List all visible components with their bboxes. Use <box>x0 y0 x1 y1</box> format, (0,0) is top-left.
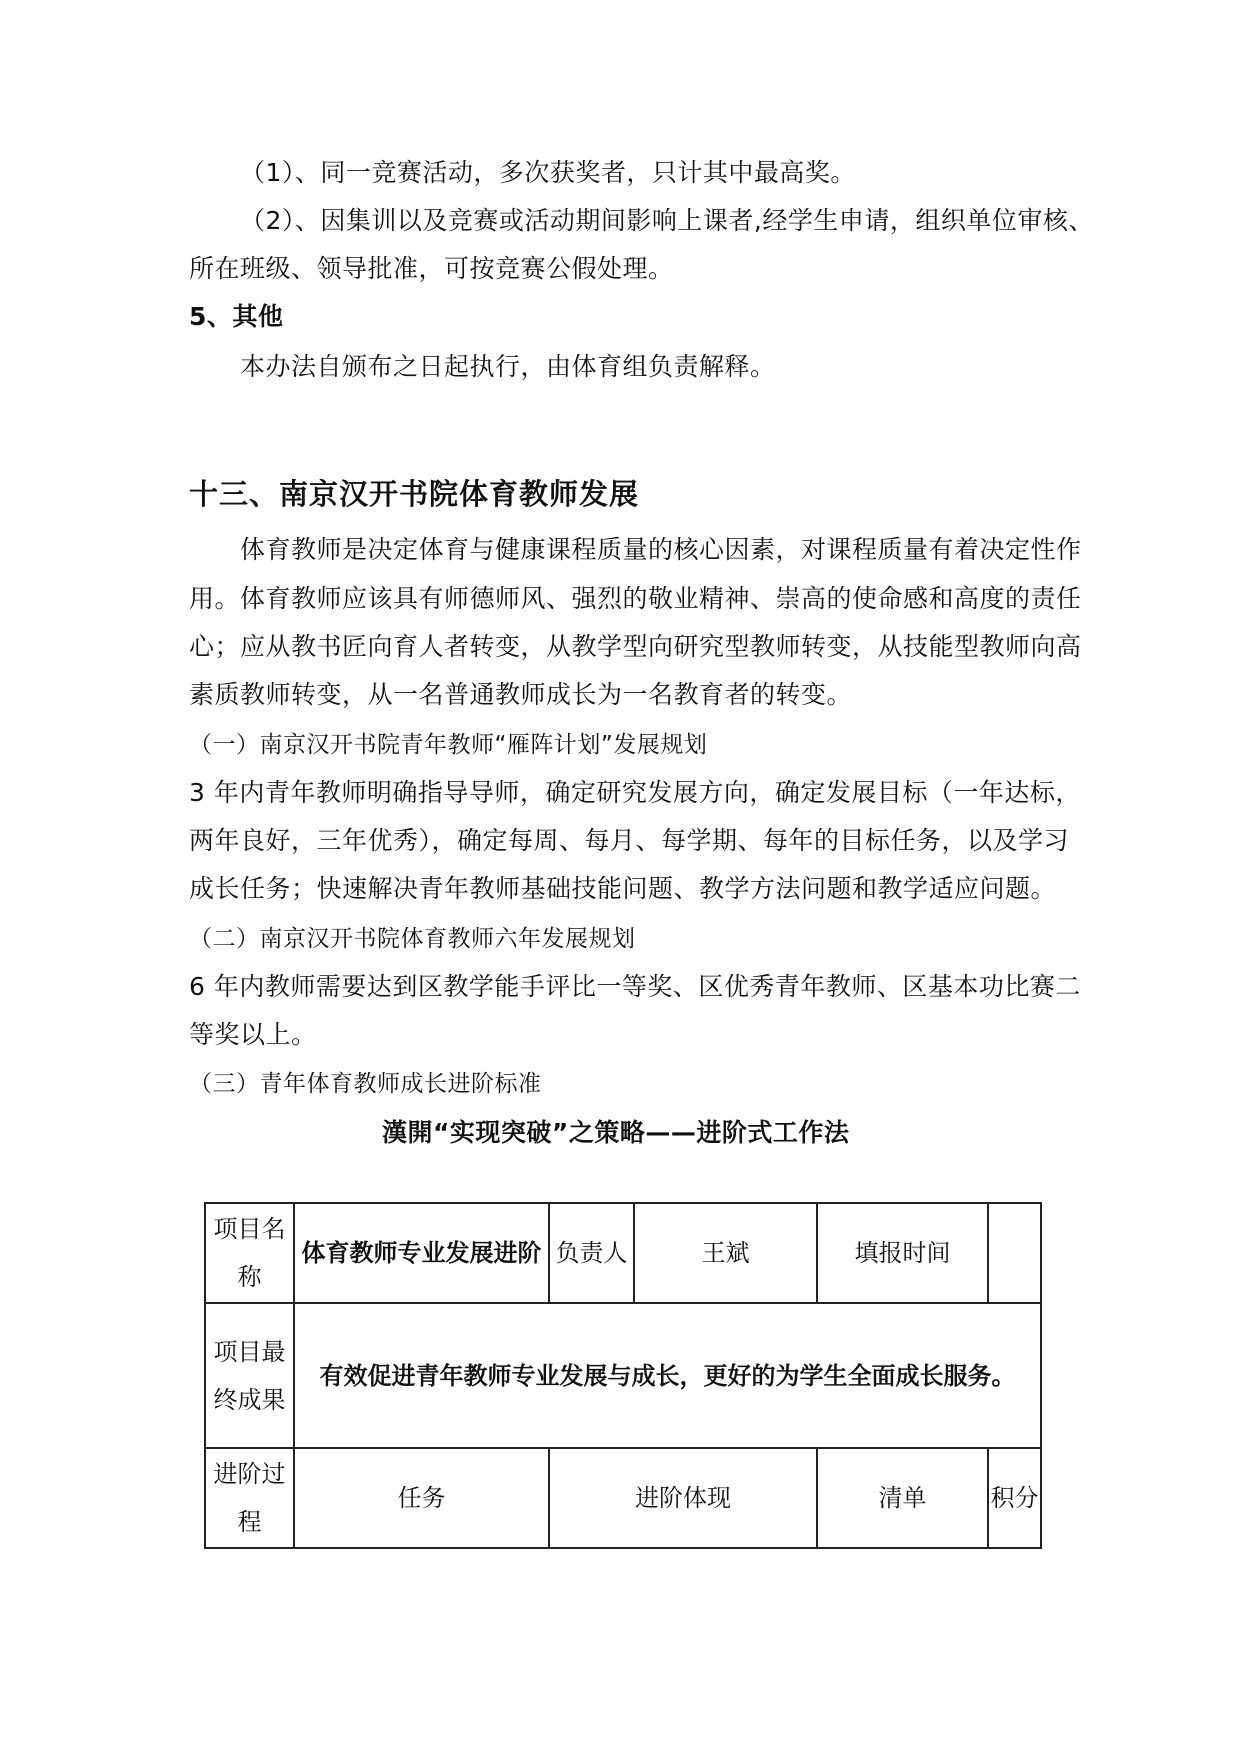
subsection-3-heading: （三）青年体育教师成长进阶标准 <box>189 1071 542 1097</box>
cell-owner: 王斌 <box>634 1203 817 1303</box>
chapter-heading: 十三、南京汉开书院体育教师发展 <box>189 477 640 511</box>
para-award-2: （2）、因集训以及竞赛或活动期间影响上课者,经学生申请，组织单位审核、 <box>240 206 1094 235</box>
para-plan-2b: 等奖以上。 <box>189 1020 317 1049</box>
para-award-2-cont: 所在班级、领导批准，可按竞赛公假处理。 <box>189 254 674 283</box>
subsection-1-heading: （一）南京汉开书院青年教师“雁阵计划”发展规划 <box>189 732 708 758</box>
cell-fill-time-label: 填报时间 <box>817 1203 988 1303</box>
cell-project-name: 体育教师专业发展进阶 <box>294 1203 549 1303</box>
table-row <box>205 1448 1041 1548</box>
para-intro-3: 心；应从教书匠向育人者转变，从教学型向研究型教师转变，从技能型教师向高 <box>189 632 1082 661</box>
para-intro-1: 体育教师是决定体育与健康课程质量的核心因素，对课程质量有着决定性作 <box>240 535 1082 564</box>
subsection-2-heading: （二）南京汉开书院体育教师六年发展规划 <box>189 926 636 952</box>
para-intro-4: 素质教师转变，从一名普通教师成长为一名教育者的转变。 <box>189 680 853 709</box>
table-row <box>205 1303 1041 1448</box>
table-row <box>205 1203 1041 1303</box>
para-plan-1c: 成长任务；快速解决青年教师基础技能问题、教学方法问题和教学适应问题。 <box>189 874 1057 903</box>
para-other: 本办法自颁布之日起执行，由体育组负责解释。 <box>240 352 776 381</box>
para-plan-1a: 3 年内青年教师明确指导导师，确定研究发展方向，确定发展目标（一年达标， <box>189 778 1081 807</box>
para-award-1: （1）、同一竞赛活动，多次获奖者，只计其中最高奖。 <box>240 158 856 187</box>
cell-fill-time <box>988 1203 1041 1303</box>
table-title: 漢開“实现突破”之策略——进阶式工作法 <box>382 1118 850 1147</box>
cell-outcome-label: 项目最终成果 <box>205 1303 294 1448</box>
cell-reflect-header: 进阶体现 <box>549 1448 817 1548</box>
para-intro-2: 用。体育教师应该具有师德师风、强烈的敬业精神、崇高的使命感和高度的责任 <box>189 584 1082 613</box>
para-plan-2a: 6 年内教师需要达到区教学能手评比一等奖、区优秀青年教师、区基本功比赛二 <box>189 972 1081 1001</box>
cell-project-name-label: 项目名称 <box>205 1203 294 1303</box>
strategy-table <box>204 1202 1042 1549</box>
cell-outcome: 有效促进青年教师专业发展与成长，更好的为学生全面成长服务。 <box>294 1303 1041 1448</box>
cell-process-label: 进阶过程 <box>205 1448 294 1548</box>
cell-score-header: 积分 <box>988 1448 1041 1548</box>
cell-owner-label: 负责人 <box>549 1203 634 1303</box>
para-plan-1b: 两年良好，三年优秀），确定每周、每月、每学期、每年的目标任务，以及学习 <box>189 826 1070 855</box>
cell-list-header: 清单 <box>817 1448 988 1548</box>
cell-task-header: 任务 <box>294 1448 549 1548</box>
section-other-heading: 5、其他 <box>189 302 284 331</box>
